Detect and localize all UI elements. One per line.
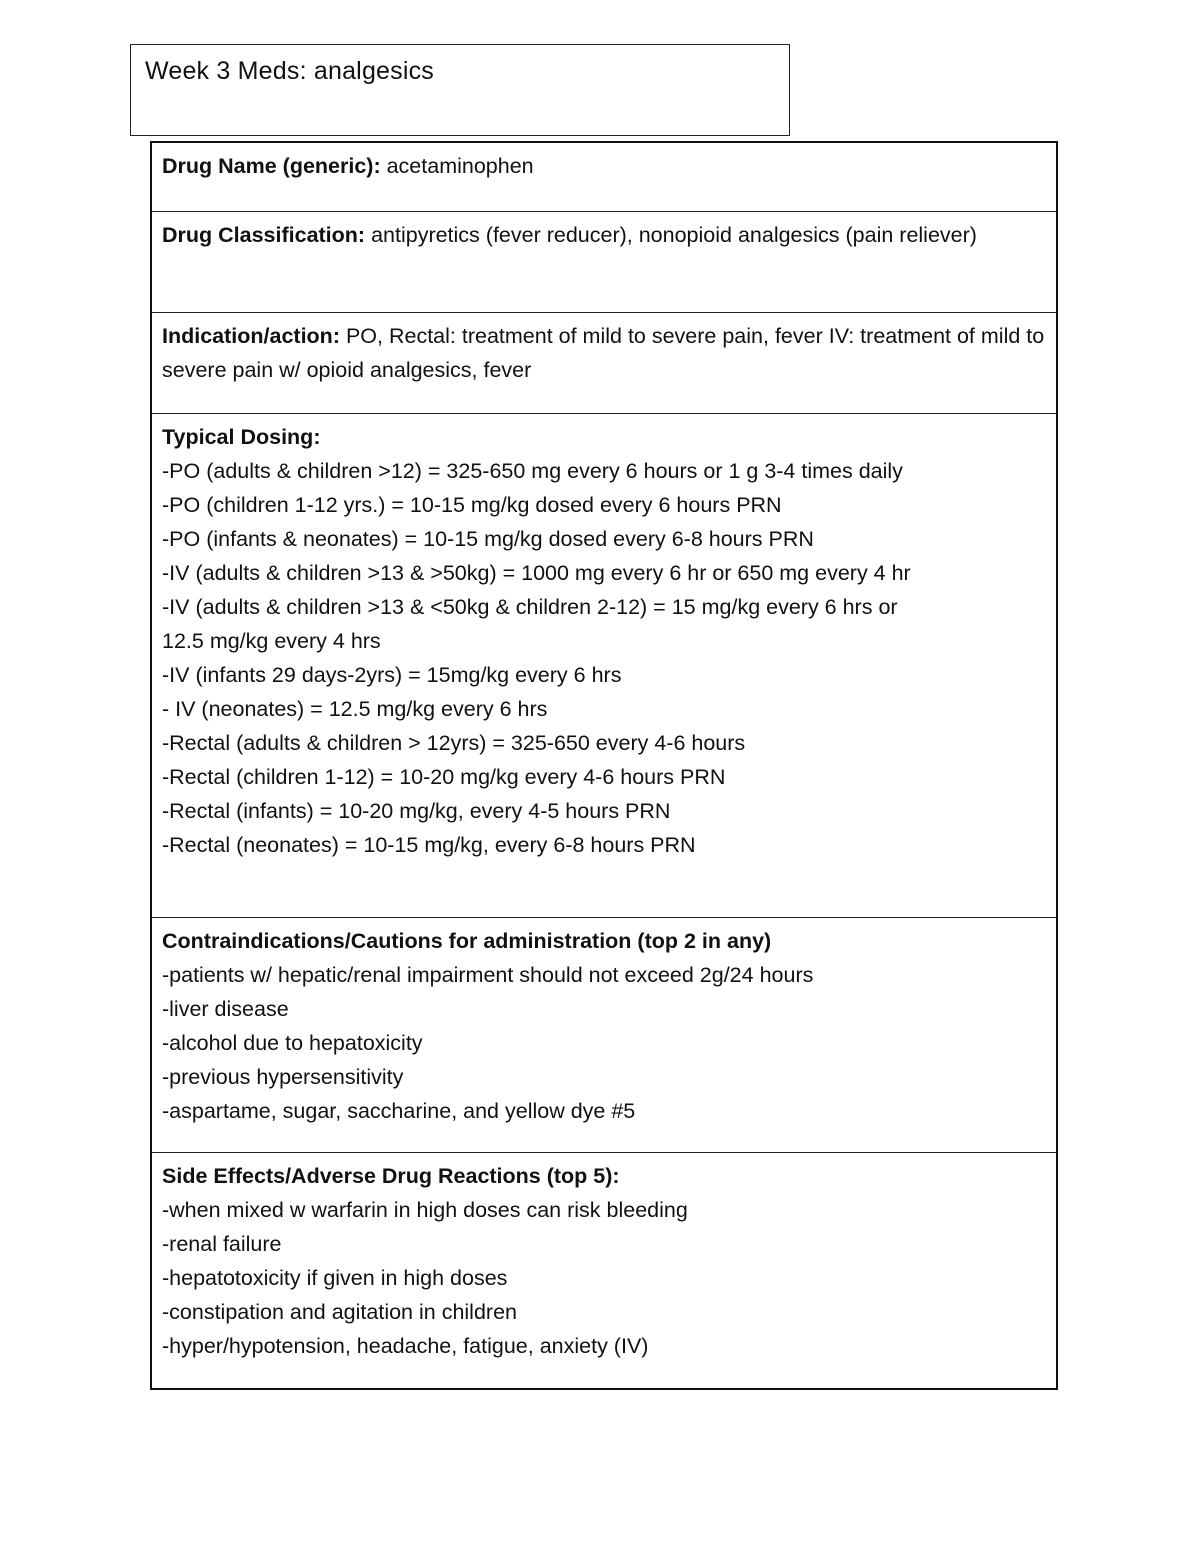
- drug-classification-value: antipyretics (fever reducer), nonopioid analgesics (pain reliever): [365, 223, 977, 247]
- drug-name-label: Drug Name (generic):: [162, 154, 381, 178]
- contraindication-item: -patients w/ hepatic/renal impairment should not exceed 2g/24 hours: [162, 963, 814, 987]
- side-effect-item: -hepatotoxicity if given in high doses: [162, 1266, 508, 1290]
- page-title: Week 3 Meds: analgesics: [145, 57, 434, 85]
- dosing-line: - IV (neonates) = 12.5 mg/kg every 6 hrs: [162, 697, 548, 721]
- contraindications-row: [152, 918, 1056, 1153]
- dosing-line: -Rectal (adults & children > 12yrs) = 325-650 every 4-6 hours: [162, 731, 746, 755]
- indication-label: Indication/action:: [162, 324, 340, 348]
- dosing-line: -IV (adults & children >13 & <50kg & children 2-12) = 15 mg/kg every 6 hrs or: [162, 595, 898, 619]
- drug-classification-label: Drug Classification:: [162, 223, 366, 247]
- dosing-line: -PO (adults & children >12) = 325-650 mg every 6 hours or 1 g 3-4 times daily: [162, 459, 903, 483]
- typical-dosing-label: Typical Dosing:: [162, 425, 321, 449]
- dosing-line: -Rectal (infants) = 10-20 mg/kg, every 4-5 hours PRN: [162, 799, 671, 823]
- dosing-line: 12.5 mg/kg every 4 hrs: [162, 629, 381, 653]
- typical-dosing-row: [152, 414, 1056, 918]
- dosing-line: -IV (adults & children >13 & >50kg) = 1000 mg every 6 hr or 650 mg every 4 hr: [162, 561, 911, 585]
- dosing-line: -Rectal (children 1-12) = 10-20 mg/kg every 4-6 hours PRN: [162, 765, 726, 789]
- dosing-line: -Rectal (neonates) = 10-15 mg/kg, every 6-8 hours PRN: [162, 833, 696, 857]
- side-effects-row: [152, 1153, 1056, 1388]
- side-effect-item: -when mixed w warfarin in high doses can risk bleeding: [162, 1198, 688, 1222]
- contraindication-item: -liver disease: [162, 997, 289, 1021]
- indication-value: PO, Rectal: treatment of mild to severe pain, fever IV: treatment of mild to severe pain w/ opioid analgesics, fever: [162, 324, 1045, 382]
- drug-name-row: [152, 143, 1056, 212]
- drug-classification-row: [152, 212, 1056, 313]
- indication-row: [152, 313, 1056, 414]
- dosing-line: -IV (infants 29 days-2yrs) = 15mg/kg every 6 hrs: [162, 663, 622, 687]
- side-effect-item: -constipation and agitation in children: [162, 1300, 517, 1324]
- side-effect-item: -hyper/hypotension, headache, fatigue, anxiety (IV): [162, 1334, 649, 1358]
- contraindications-label: Contraindications/Cautions for administration (top 2 in any): [162, 929, 772, 953]
- contraindication-item: -previous hypersensitivity: [162, 1065, 404, 1089]
- drug-name-value: acetaminophen: [380, 154, 534, 178]
- contraindication-item: -alcohol due to hepatoxicity: [162, 1031, 423, 1055]
- title-box: [130, 44, 790, 136]
- drug-card-table: [150, 141, 1058, 1390]
- contraindication-item: -aspartame, sugar, saccharine, and yellow dye #5: [162, 1099, 636, 1123]
- side-effect-item: -renal failure: [162, 1232, 282, 1256]
- side-effects-label: Side Effects/Adverse Drug Reactions (top 5):: [162, 1164, 620, 1188]
- dosing-line: -PO (infants & neonates) = 10-15 mg/kg dosed every 6-8 hours PRN: [162, 527, 814, 551]
- dosing-line: -PO (children 1-12 yrs.) = 10-15 mg/kg dosed every 6 hours PRN: [162, 493, 782, 517]
